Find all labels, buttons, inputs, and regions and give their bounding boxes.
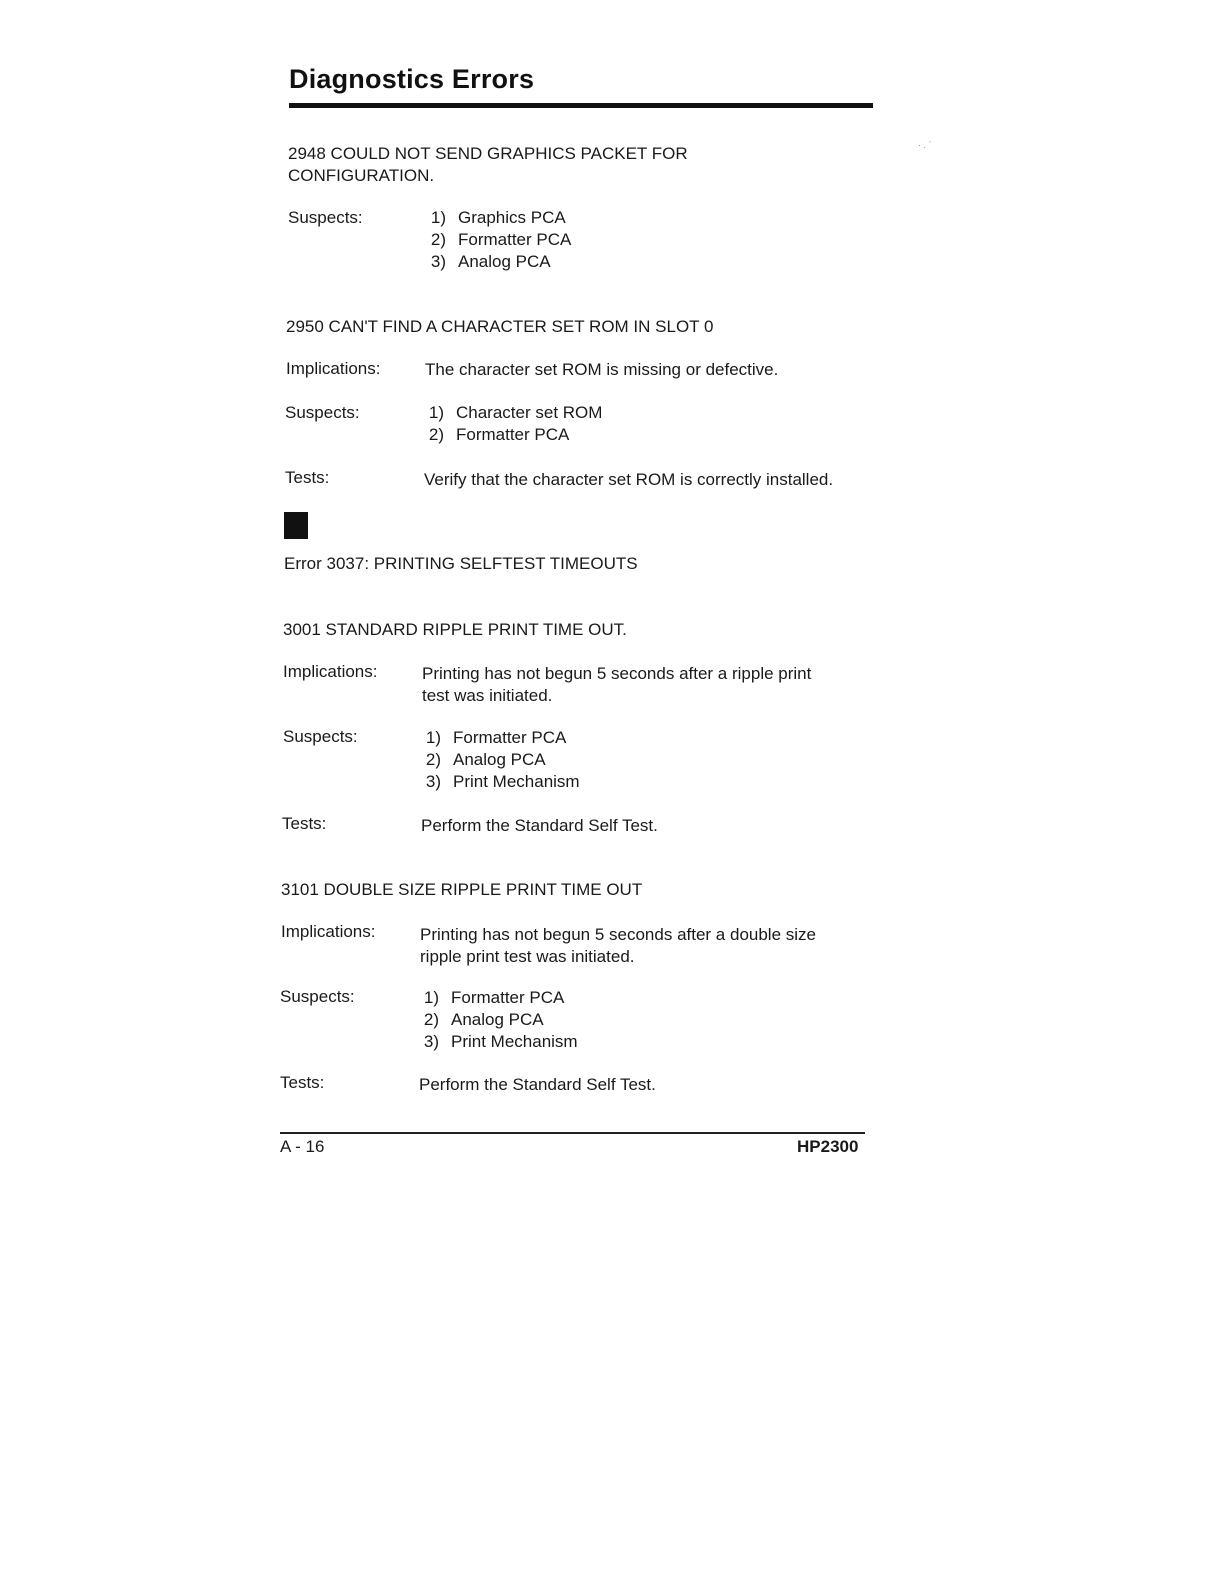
error-heading-line: CONFIGURATION. <box>288 166 435 185</box>
list-number: 3) <box>430 252 446 271</box>
implications-line: ripple print test was initiated. <box>420 947 635 966</box>
suspects-label: Suspects: <box>280 987 355 1006</box>
error-3101-heading: 3101 DOUBLE SIZE RIPPLE PRINT TIME OUT <box>281 880 643 899</box>
list-text: Formatter PCA <box>456 425 570 444</box>
list-text: Analog PCA <box>458 252 551 271</box>
implications-label: Implications: <box>286 359 381 378</box>
suspects-label: Suspects: <box>285 403 360 422</box>
list-text: Formatter PCA <box>458 230 572 249</box>
list-number: 1) <box>428 403 444 422</box>
list-number: 1) <box>430 208 446 227</box>
tests-label: Tests: <box>280 1073 325 1092</box>
title-rule <box>289 103 873 108</box>
list-text: Analog PCA <box>453 750 546 769</box>
implications-label: Implications: <box>283 662 378 681</box>
list-text: Formatter PCA <box>453 728 567 747</box>
list-number: 2) <box>423 1010 439 1029</box>
tests-text: Verify that the character set ROM is correctly installed. <box>424 470 834 489</box>
error-2948-heading <box>288 143 688 187</box>
list-number: 2) <box>430 230 446 249</box>
tests-text: Perform the Standard Self Test. <box>419 1075 656 1094</box>
error-2950-heading: 2950 CAN'T FIND A CHARACTER SET ROM IN SLOT 0 <box>286 317 714 336</box>
list-text: Character set ROM <box>456 403 603 422</box>
list-number: 3) <box>425 772 441 791</box>
list-text: Print Mechanism <box>453 772 580 791</box>
product-name: HP2300 <box>797 1137 859 1156</box>
implications-text <box>420 924 816 968</box>
scan-specks: · . ˋ <box>918 140 932 150</box>
suspects-label: Suspects: <box>288 208 363 227</box>
list-number: 1) <box>423 988 439 1007</box>
list-number: 2) <box>428 425 444 444</box>
list-text: Print Mechanism <box>451 1032 578 1051</box>
tests-label: Tests: <box>282 814 327 833</box>
list-number: 1) <box>425 728 441 747</box>
error-3001-heading: 3001 STANDARD RIPPLE PRINT TIME OUT. <box>283 620 627 639</box>
implications-label: Implications: <box>281 922 376 941</box>
section-heading: Error 3037: PRINTING SELFTEST TIMEOUTS <box>284 554 638 573</box>
implications-text: The character set ROM is missing or defective. <box>425 360 779 379</box>
implications-line: Printing has not begun 5 seconds after a double size <box>420 925 816 944</box>
list-text: Graphics PCA <box>458 208 566 227</box>
error-heading-line: 2948 COULD NOT SEND GRAPHICS PACKET FOR <box>288 144 688 163</box>
page-number: A - 16 <box>280 1137 325 1156</box>
tests-label: Tests: <box>285 468 330 487</box>
implications-line: Printing has not begun 5 seconds after a ripple print <box>422 664 812 683</box>
page-title: Diagnostics Errors <box>289 64 535 94</box>
implications-line: test was initiated. <box>422 686 553 705</box>
list-number: 2) <box>425 750 441 769</box>
implications-text <box>422 663 811 707</box>
section-marker <box>284 512 308 539</box>
list-text: Formatter PCA <box>451 988 565 1007</box>
tests-text: Perform the Standard Self Test. <box>421 816 658 835</box>
list-number: 3) <box>423 1032 439 1051</box>
footer-rule <box>280 1132 865 1134</box>
list-text: Analog PCA <box>451 1010 544 1029</box>
suspects-label: Suspects: <box>283 727 358 746</box>
